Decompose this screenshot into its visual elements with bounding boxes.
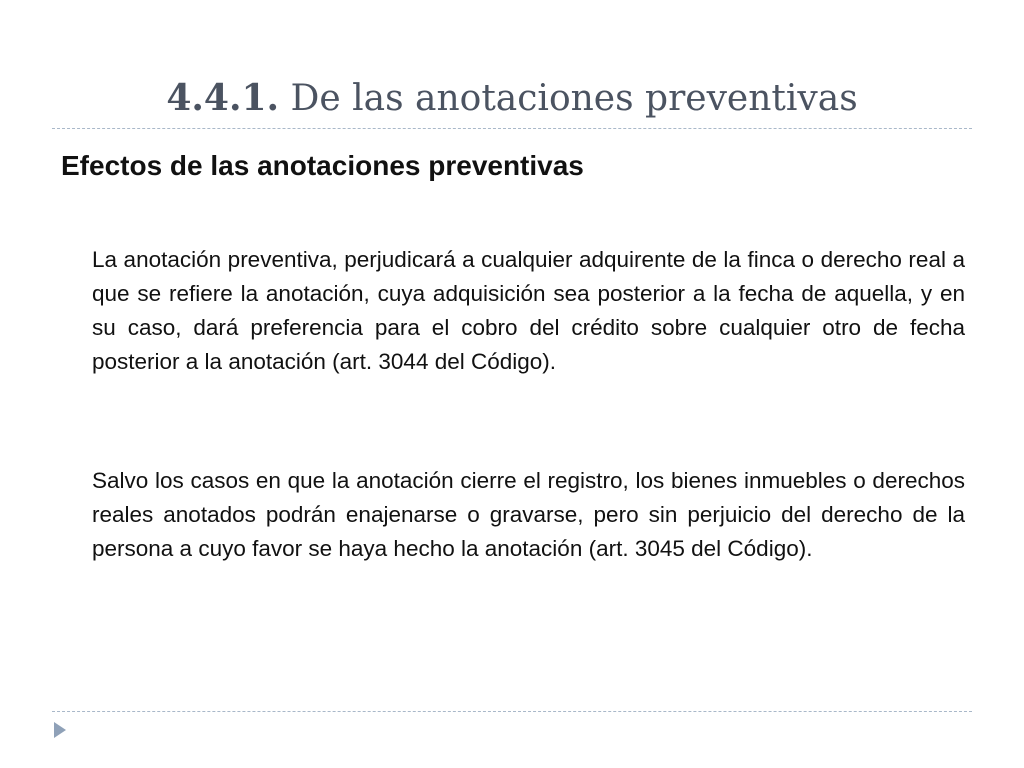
section-heading: Efectos de las anotaciones preventivas — [61, 150, 584, 181]
body-paragraph-1: La anotación preventiva, perjudicará a cualquier adquirente de la finca o derecho real a que se refiere la anotación, cuya adquisición sea posterior a la fecha de aquella, y en su caso, dará preferencia para el cobro del crédito sobre cualquier otro de fecha posterior a la anotación (art. 3044 del Código). — [92, 247, 965, 374]
triangle-right-icon[interactable] — [54, 722, 66, 738]
body-paragraph-2: Salvo los casos en que la anotación cierre el registro, los bienes inmuebles o derechos reales anotados podrán enajenarse o gravarse, pero sin perjuicio del derecho de la persona a cuyo favor se haya hecho la anotación (art. 3045 del Código). — [92, 468, 965, 561]
slide-title — [0, 74, 1024, 123]
title-divider — [52, 128, 972, 129]
footer-divider — [52, 711, 972, 712]
title-text: De las anotaciones preventivas — [290, 78, 858, 119]
title-number: 4.4.1. — [166, 77, 280, 119]
